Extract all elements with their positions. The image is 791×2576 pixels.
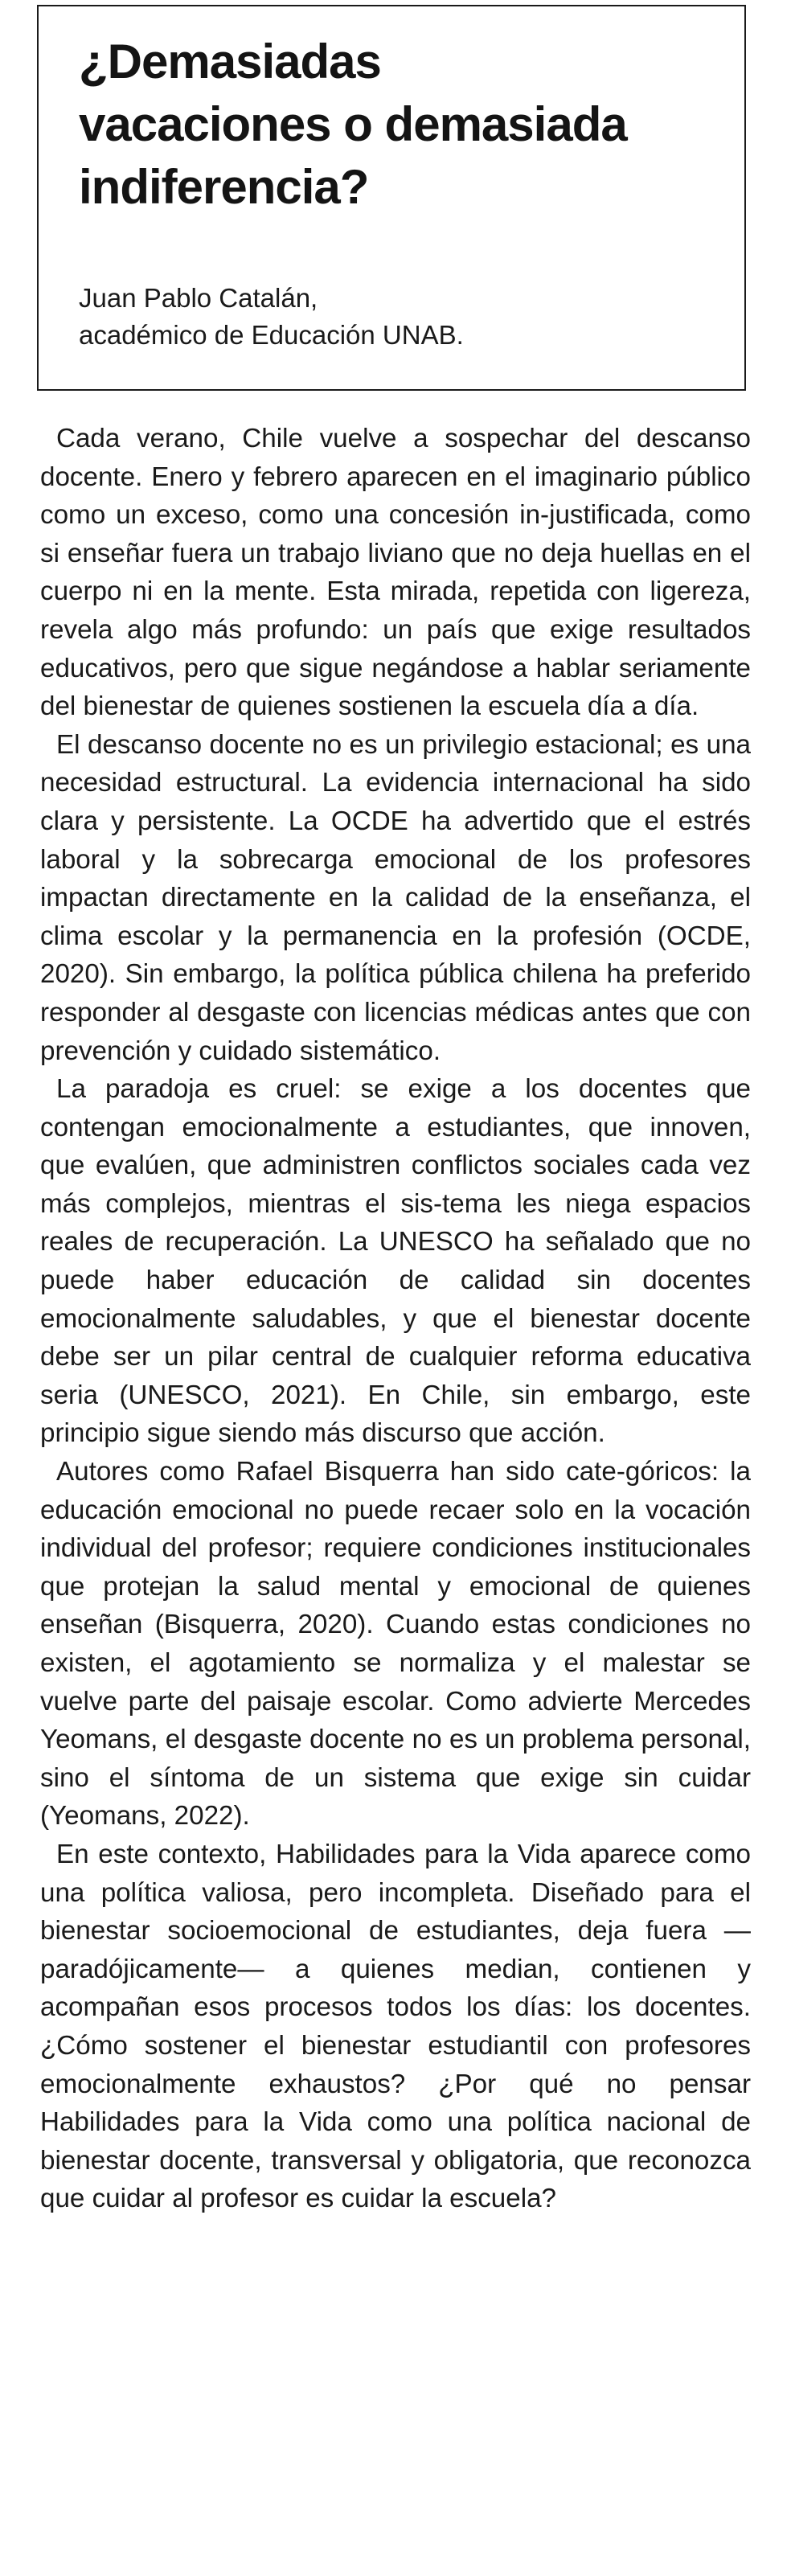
headline-line: indiferencia? <box>79 160 369 214</box>
headline-box <box>37 5 746 391</box>
article-paragraph: El descanso docente no es un privilegio estacional; es una necesidad estructural. La evidencia internacional ha sido clara y persistente. La OCDE ha advertido que el estrés laboral y la sobrecarga emocional de los profesores impactan directamente en la calidad de la enseñanza, el clima escolar y la permanencia en la profesión (OCDE, 2020). Sin embargo, la política pública chilena ha preferido responder al desgaste con licencias médicas antes que con prevención y cuidado sistemático. <box>40 729 751 1066</box>
article-paragraph: En este contexto, Habilidades para la Vida aparece como una política valiosa, pero incompleta. Diseñado para el bienestar socioemocional de estudiantes, deja fuera —paradójicamente— a quienes median, contienen y acompañan esos procesos todos los días: los docentes. ¿Cómo sostener el bienestar estudiantil con profesores emocionalmente exhaustos? ¿Por qué no pensar Habilidades para la Vida como una política nacional de bienestar docente, transversal y obligatoria, que reconozca que cuidar al profesor es cuidar la escuela? <box>40 1839 751 2214</box>
article-paragraph: La paradoja es cruel: se exige a los docentes que contengan emocionalmente a estudiantes, que innoven, que evalúen, que administren conflictos sociales cada vez más complejos, mientras el sis-tema les niega espacios reales de recuperación. La UNESCO ha señalado que no puede haber educación de calidad sin docentes emocionalmente saludables, y que el bienestar docente debe ser un pilar central de cualquier reforma educativa seria (UNESCO, 2021). En Chile, sin embargo, este principio sigue siendo más discurso que acción. <box>40 1074 751 1449</box>
byline <box>79 280 722 354</box>
author-role: académico de Educación UNAB. <box>79 320 464 350</box>
headline-line: vacaciones o demasiada <box>79 97 627 151</box>
article-body <box>40 420 751 2218</box>
headline-line: ¿Demasiadas <box>79 35 381 88</box>
headline <box>79 31 722 219</box>
author-name: Juan Pablo Catalán, <box>79 283 318 313</box>
article-paragraph: Cada verano, Chile vuelve a sospechar del descanso docente. Enero y febrero aparecen en el imaginario público como un exceso, como una concesión in-justificada, como si enseñar fuera un trabajo liviano que no deja huellas en el cuerpo ni en la mente. Esta mirada, repetida con ligereza, revela algo más profundo: un país que exige resultados educativos, pero que sigue negándose a hablar seriamente del bienestar de quienes sostienen la escuela día a día. <box>40 424 751 722</box>
article-paragraph: Autores como Rafael Bisquerra han sido cate-góricos: la educación emocional no puede recaer solo en la vocación individual del profesor; requiere condiciones institucionales que protejan la salud mental y emocional de quienes enseñan (Bisquerra, 2020). Cuando estas condiciones no existen, el agotamiento se normaliza y el malestar se vuelve parte del paisaje escolar. Como advierte Mercedes Yeomans, el desgaste docente no es un problema personal, sino el síntoma de un sistema que exige sin cuidar (Yeomans, 2022). <box>40 1457 751 1832</box>
